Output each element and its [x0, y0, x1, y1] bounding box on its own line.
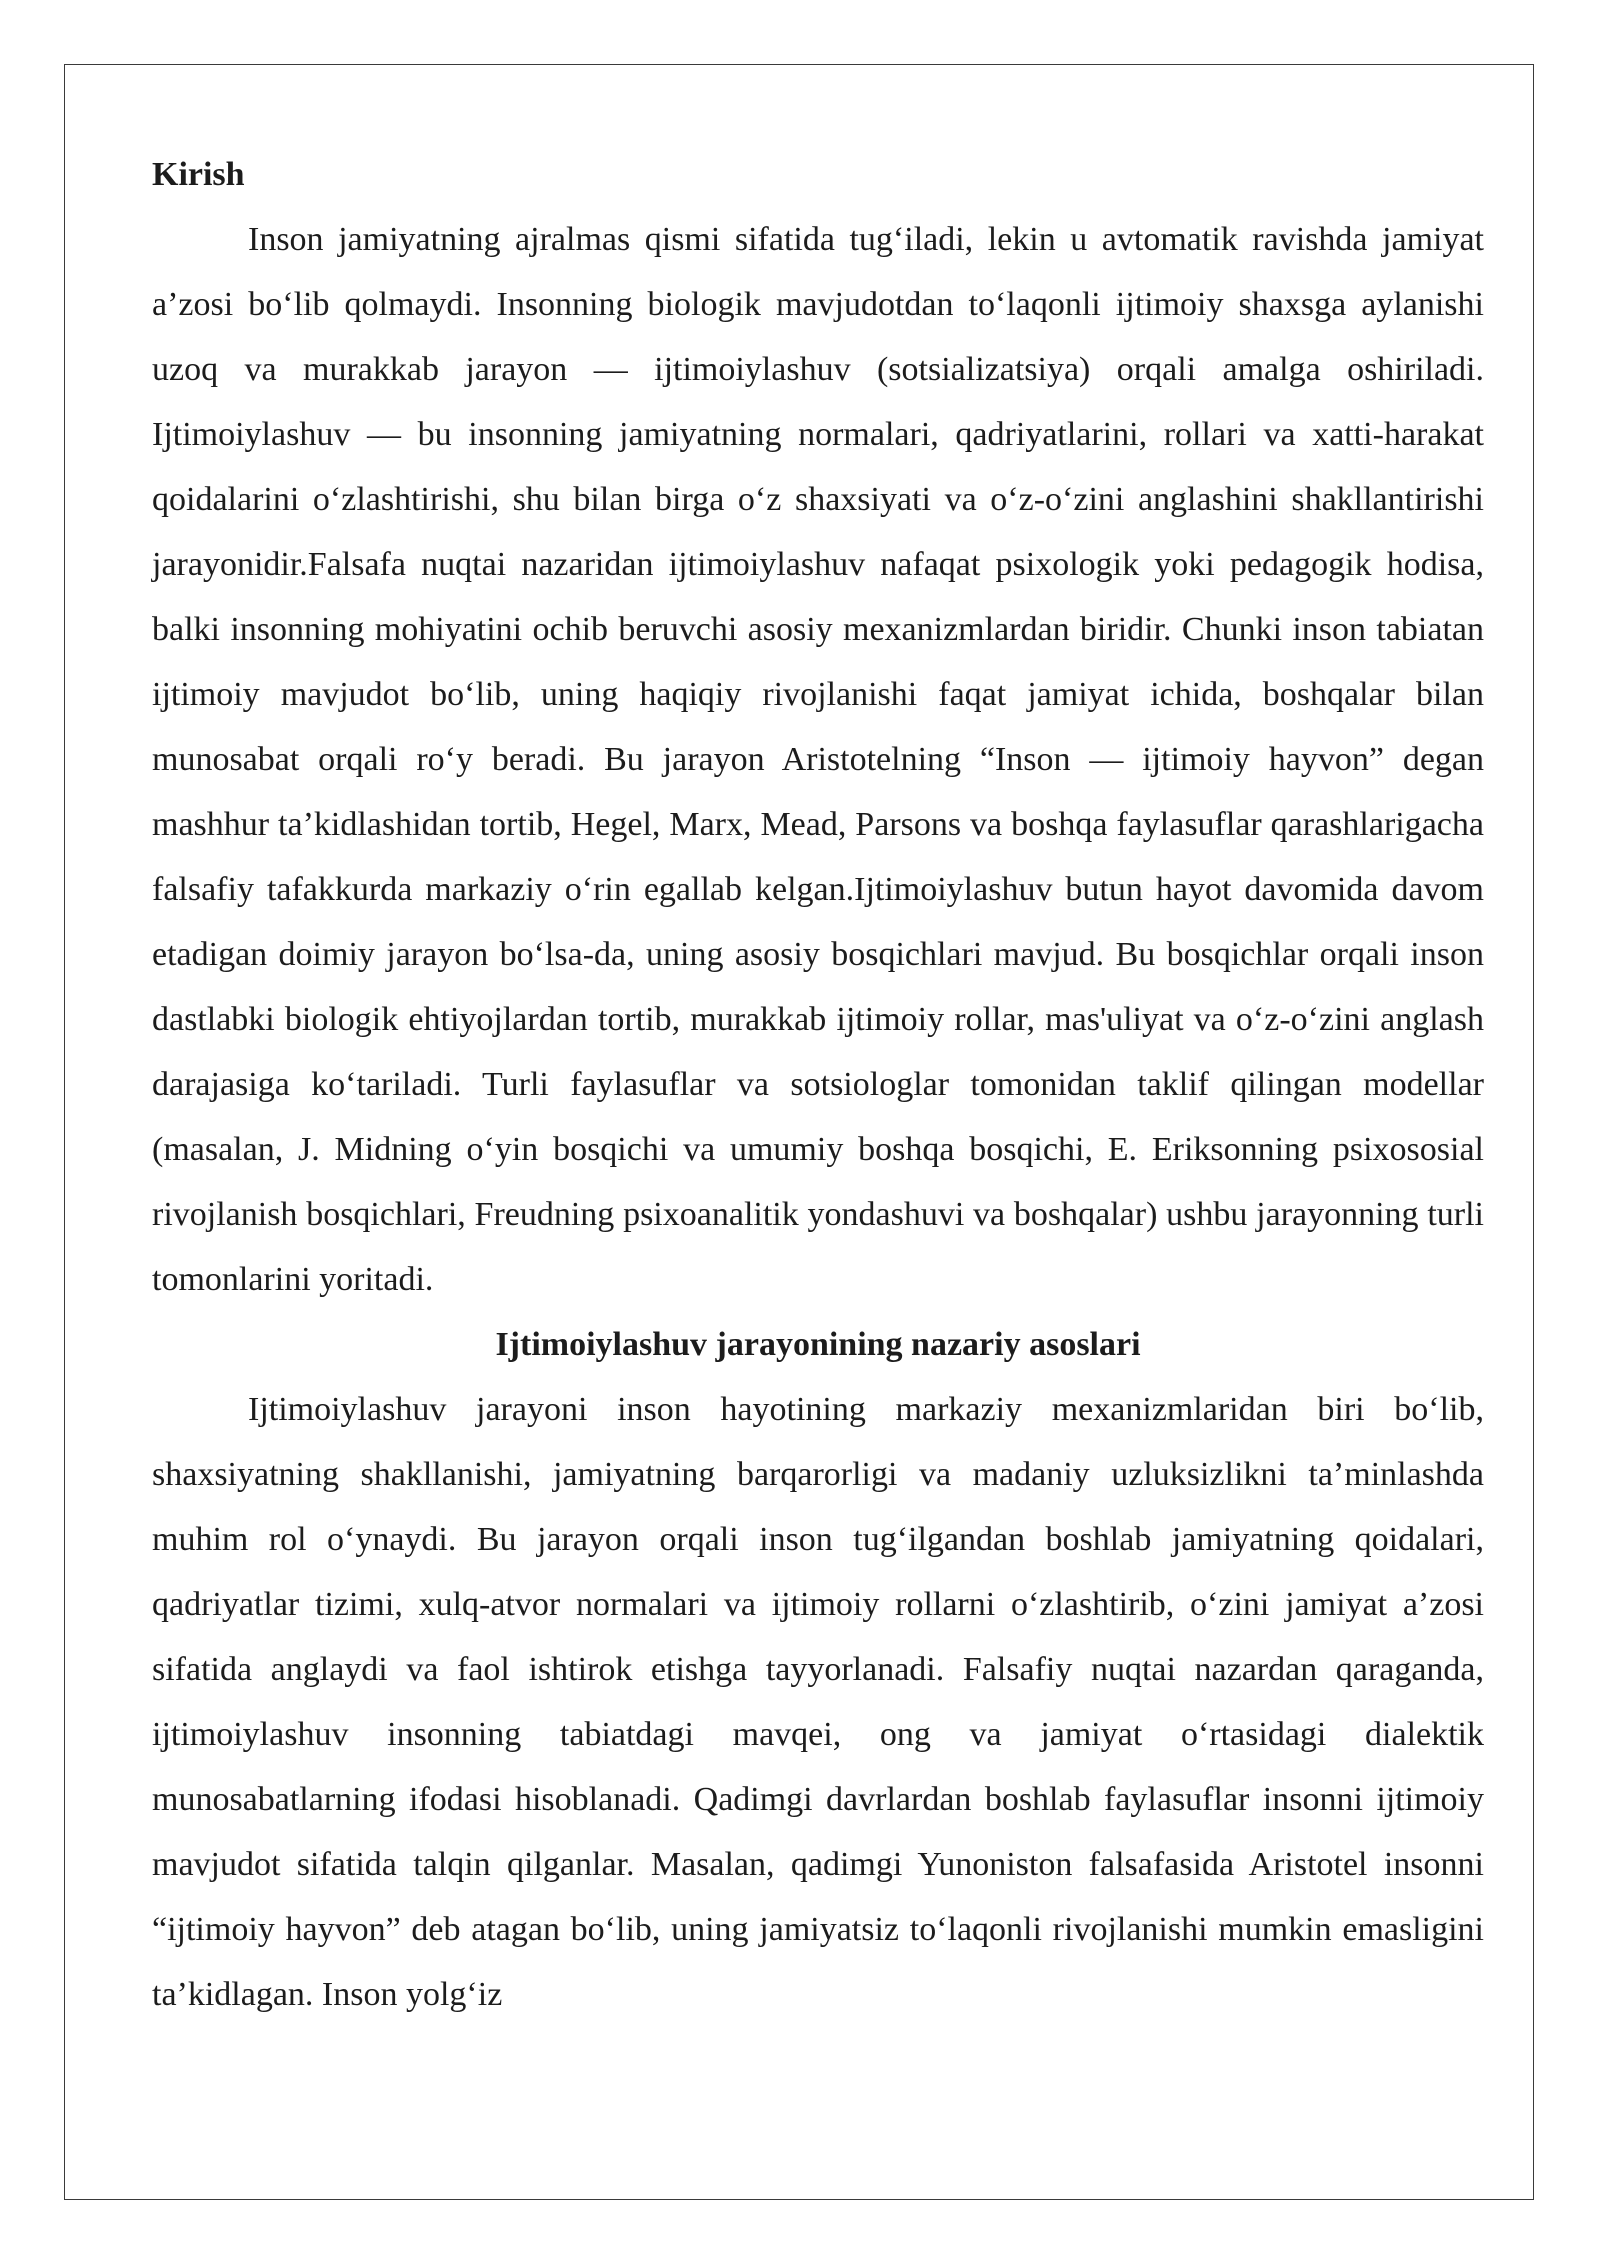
intro-heading: Kirish [152, 156, 245, 193]
document-body [152, 142, 1484, 2027]
section-heading: Ijtimoiylashuv jarayonining nazariy asoslari [495, 1326, 1141, 1363]
intro-paragraph: Inson jamiyatning ajralmas qismi sifatida tug‘iladi, lekin u avtomatik ravishda jamiyat a’zosi bo‘lib qolmaydi. Insonning biologik mavjudotdan to‘laqonli ijtimoiy shaxsga aylanishi uzoq va murakkab jarayon — ijtimoiylashuv (sotsializatsiya) orqali amalga oshiriladi. Ijtimoiylashuv — bu insonning jamiyatning normalari, qadriyatlarini, rollari va xatti-harakat qoidalarini o‘zlashtirishi, shu bilan birga o‘z shaxsiyati va o‘z-o‘zini anglashini shakllantirishi jarayonidir.Falsafa nuqtai nazaridan ijtimoiylashuv nafaqat psixologik yoki pedagogik hodisa, balki insonning mohiyatini ochib beruvchi asosiy mexanizmlardan biridir. Chunki inson tabiatan ijtimoiy mavjudot bo‘lib, uning haqiqiy rivojlanishi faqat jamiyat ichida, boshqalar bilan munosabat orqali ro‘y beradi. Bu jarayon Aristotelning “Inson — ijtimoiy hayvon” degan mashhur ta’kidlashidan tortib, Hegel, Marx, Mead, Parsons va boshqa faylasuflar qarashlarigacha falsafiy tafakkurda markaziy o‘rin egallab kelgan.Ijtimoiylashuv butun hayot davomida davom etadigan doimiy jarayon bo‘lsa-da, uning asosiy bosqichlari mavjud. Bu bosqichlar orqali inson dastlabki biologik ehtiyojlardan tortib, murakkab ijtimoiy rollar, mas'uliyat va o‘z-o‘zini anglash darajasiga ko‘tariladi. Turli faylasuflar va sotsiologlar tomonidan taklif qilingan modellar (masalan, J. Midning o‘yin bosqichi va umumiy boshqa bosqichi, E. Eriksonning psixososial rivojlanish bosqichlari, Freudning psixoanalitik yondashuvi va boshqalar) ushbu jarayonning turli tomonlarini yoritadi. [152, 221, 1484, 1298]
section-paragraph: Ijtimoiylashuv jarayoni inson hayotining markaziy mexanizmlaridan biri bo‘lib, shaxsiyatning shakllanishi, jamiyatning barqarorligi va madaniy uzluksizlikni ta’minlashda muhim rol o‘ynaydi. Bu jarayon orqali inson tug‘ilgandan boshlab jamiyatning qoidalari, qadriyatlar tizimi, xulq-atvor normalari va ijtimoiy rollarni o‘zlashtirib, o‘zini jamiyat a’zosi sifatida anglaydi va faol ishtirok etishga tayyorlanadi. Falsafiy nuqtai nazardan qaraganda, ijtimoiylashuv insonning tabiatdagi mavqei, ong va jamiyat o‘rtasidagi dialektik munosabatlarning ifodasi hisoblanadi. Qadimgi davrlardan boshlab faylasuflar insonni ijtimoiy mavjudot sifatida talqin qilganlar. Masalan, qadimgi Yunoniston falsafasida Aristotel insonni “ijtimoiy hayvon” deb atagan bo‘lib, uning jamiyatsiz to‘laqonli rivojlanishi mumkin emasligini ta’kidlagan. Inson yolg‘iz [152, 1391, 1484, 2013]
